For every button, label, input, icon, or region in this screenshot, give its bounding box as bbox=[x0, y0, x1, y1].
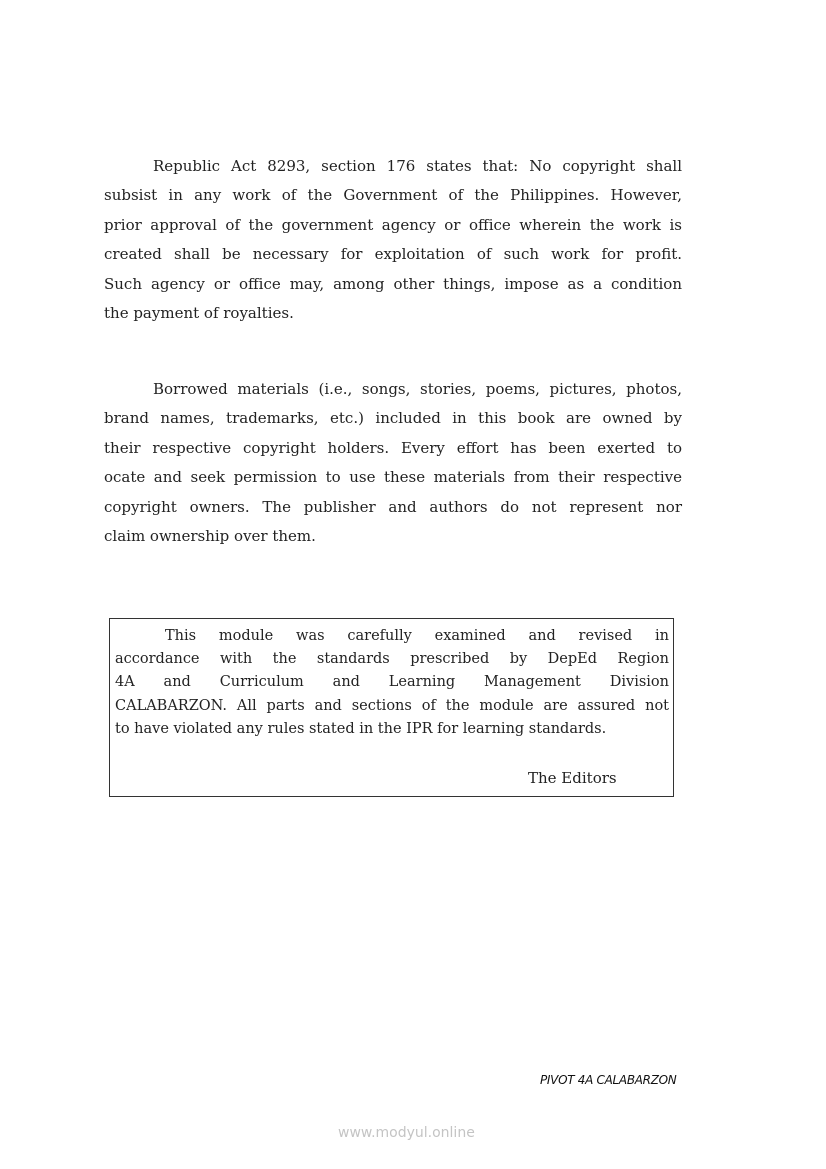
editors-notice-box bbox=[109, 618, 674, 797]
text-line: subsist in any work of the Government of the Philippines. However, bbox=[104, 186, 682, 205]
text-line: This module was carefully examined and revised in bbox=[165, 628, 669, 644]
text-line: copyright owners. The publisher and authors do not represent nor bbox=[104, 497, 682, 516]
text-line: Such agency or office may, among other things, impose as a condition bbox=[104, 274, 682, 293]
text-line: brand names, trademarks, etc.) included in this book are owned by bbox=[104, 409, 682, 428]
text-line: claim ownership over them. bbox=[104, 526, 316, 545]
editors-signature: The Editors bbox=[528, 769, 617, 787]
text-line: 4A and Curriculum and Learning Management Division bbox=[115, 674, 669, 691]
watermark: www.modyul.online bbox=[338, 1125, 475, 1141]
text-line: Republic Act 8293, section 176 states that: No copyright shall bbox=[153, 157, 682, 175]
copyright-paragraph bbox=[104, 152, 682, 328]
text-line: CALABARZON. All parts and sections of the module are assured not bbox=[115, 697, 669, 714]
text-line: created shall be necessary for exploitation of such work for profit. bbox=[104, 245, 682, 264]
text-line: the payment of royalties. bbox=[104, 303, 294, 322]
text-line: prior approval of the government agency or office wherein the work is bbox=[104, 215, 682, 234]
page-footer: PIVOT 4A CALABARZON bbox=[540, 1073, 677, 1087]
text-line: their respective copyright holders. Every effort has been exerted to bbox=[104, 438, 682, 457]
text-line: ocate and seek permission to use these materials from their respective bbox=[104, 468, 682, 487]
text-line: accordance with the standards prescribed by DepEd Region bbox=[115, 651, 669, 668]
borrowed-materials-paragraph bbox=[104, 375, 682, 551]
text-line: to have violated any rules stated in the IPR for learning standards. bbox=[115, 720, 607, 737]
text-line: Borrowed materials (i.e., songs, stories, poems, pictures, photos, bbox=[153, 380, 682, 398]
